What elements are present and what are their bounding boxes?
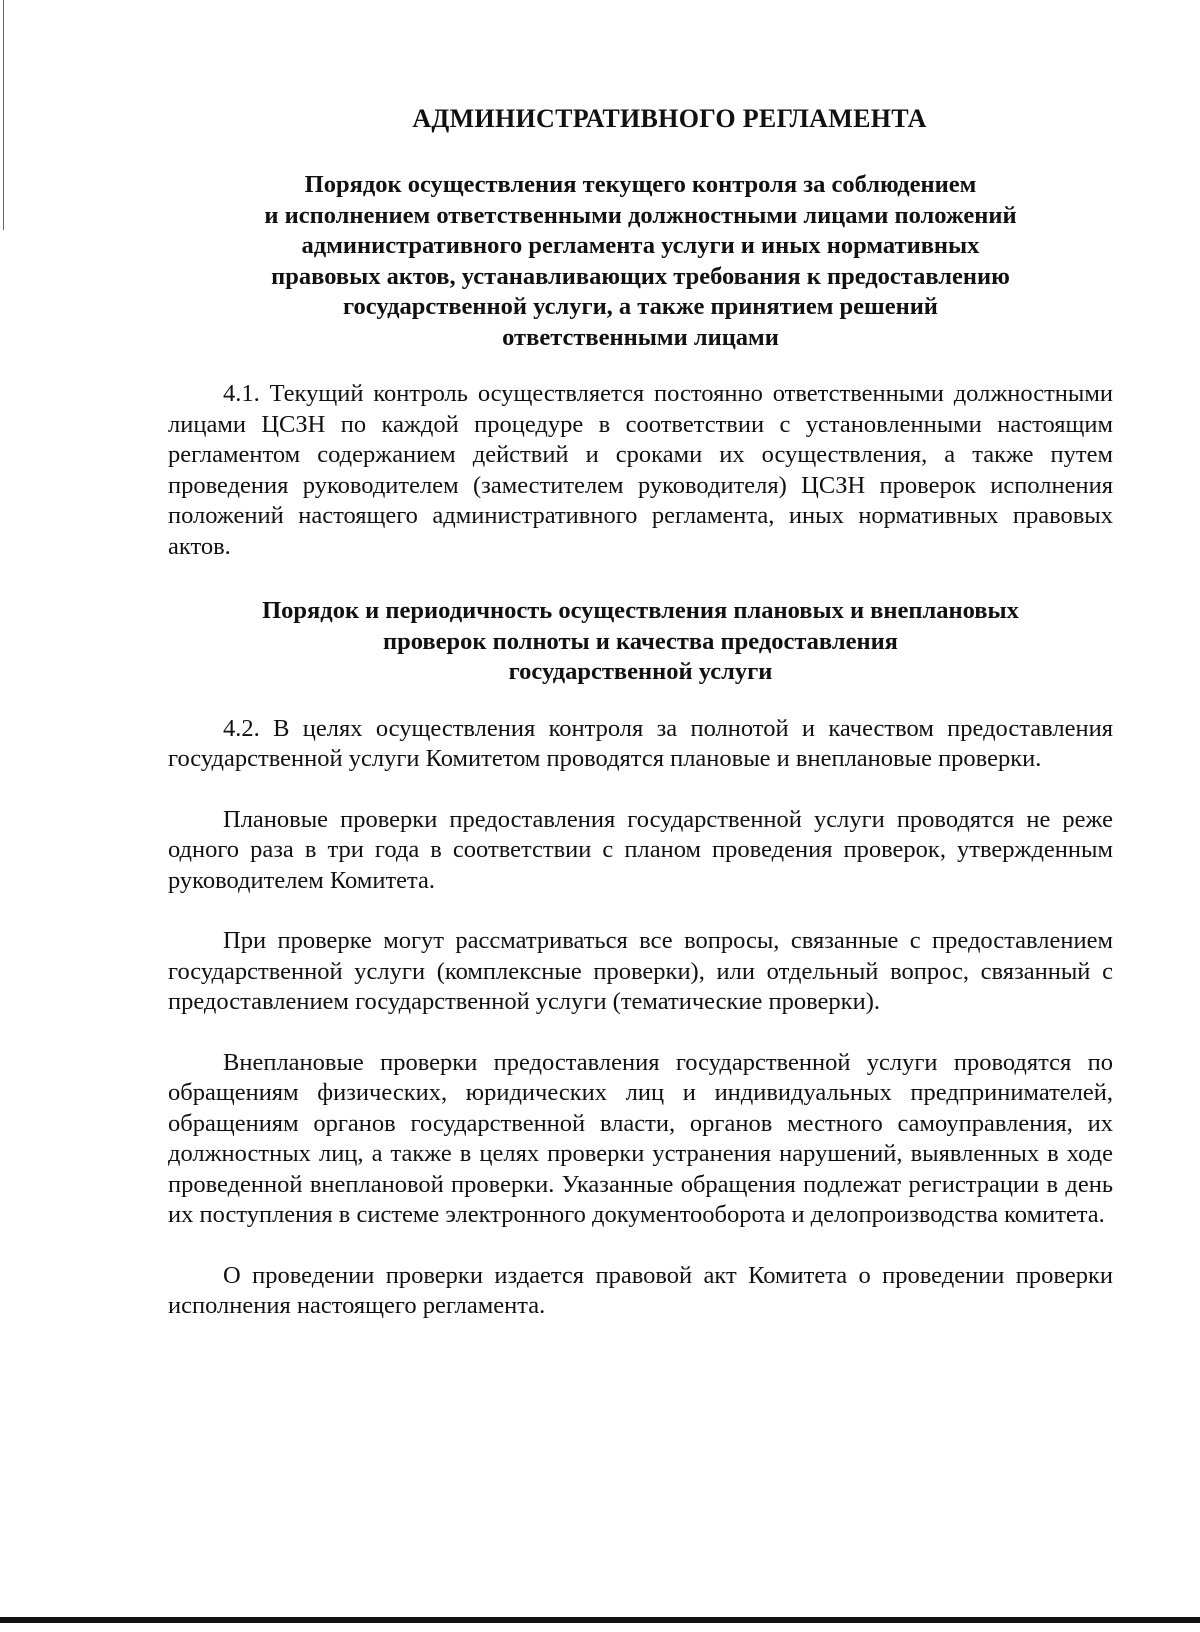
heading-line: и исполнением ответственными должностными лицами положений <box>264 201 1017 229</box>
paragraph-inspection-scope: При проверке могут рассматриваться все вопросы, связанные с предоставлением государственной услуги (комплексные проверки), или отдельный вопрос, связанный с предоставлением государственной услуги (тематические проверки). <box>168 927 1113 1015</box>
heading-line: Порядок осуществления текущего контроля за соблюдением <box>304 171 977 198</box>
heading-line: административного регламента услуги и иных нормативных <box>301 232 980 259</box>
heading-line: Порядок и периодичность осуществления плановых и внеплановых <box>262 597 1019 624</box>
heading-line: ответственными лицами <box>502 323 779 351</box>
section-heading-inspections <box>168 596 1113 688</box>
heading-line: правовых актов, устанавливающих требования к предоставлению <box>271 262 1010 290</box>
heading-line: проверок полноты и качества предоставления <box>383 627 898 655</box>
paragraph-legal-act: О проведении проверки издается правовой акт Комитета о проведении проверки исполнения настоящего регламента. <box>168 1261 1113 1319</box>
scan-edge-mark <box>3 0 4 230</box>
heading-line: государственной услуги, а также принятием решений <box>343 293 938 320</box>
document-body <box>168 104 1113 1322</box>
paragraph-unplanned-inspections: Внеплановые проверки предоставления государственной услуги проводятся по обращениям физических, юридических лиц и индивидуальных предпринимателей, обращениям органов государственной власти, органов местного самоуправления, их должностных лиц, а также в целях проверки устранения нарушений, выявленных в ходе проведенной внеплановой проверки. Указанные обращения подлежат регистрации в день их поступления в системе электронного документооборота и делопроизводства комитета. <box>168 1048 1113 1228</box>
document-title: АДМИНИСТРАТИВНОГО РЕГЛАМЕНТА <box>412 104 927 133</box>
bottom-rule <box>0 1617 1200 1623</box>
paragraph-4-1: 4.1. Текущий контроль осуществляется постоянно ответственными должностными лицами ЦСЗН по каждой процедуре в соответствии с установленными настоящим регламентом содержанием действий и сроками их осуществления, а также путем проведения руководителем (заместителем руководителя) ЦСЗН проверок исполнения положений настоящего административного регламента, иных нормативных правовых актов. <box>168 380 1113 560</box>
paragraph-4-2: 4.2. В целях осуществления контроля за полнотой и качеством предоставления государственной услуги Комитетом проводятся плановые и внеплановые проверки. <box>168 714 1113 772</box>
section-heading-current-control <box>168 170 1113 353</box>
paragraph-planned-inspections: Плановые проверки предоставления государственной услуги проводятся не реже одного раза в три года в соответствии с планом проведения проверок, утвержденным руководителем Комитета. <box>168 805 1113 894</box>
heading-line: государственной услуги <box>508 658 773 685</box>
